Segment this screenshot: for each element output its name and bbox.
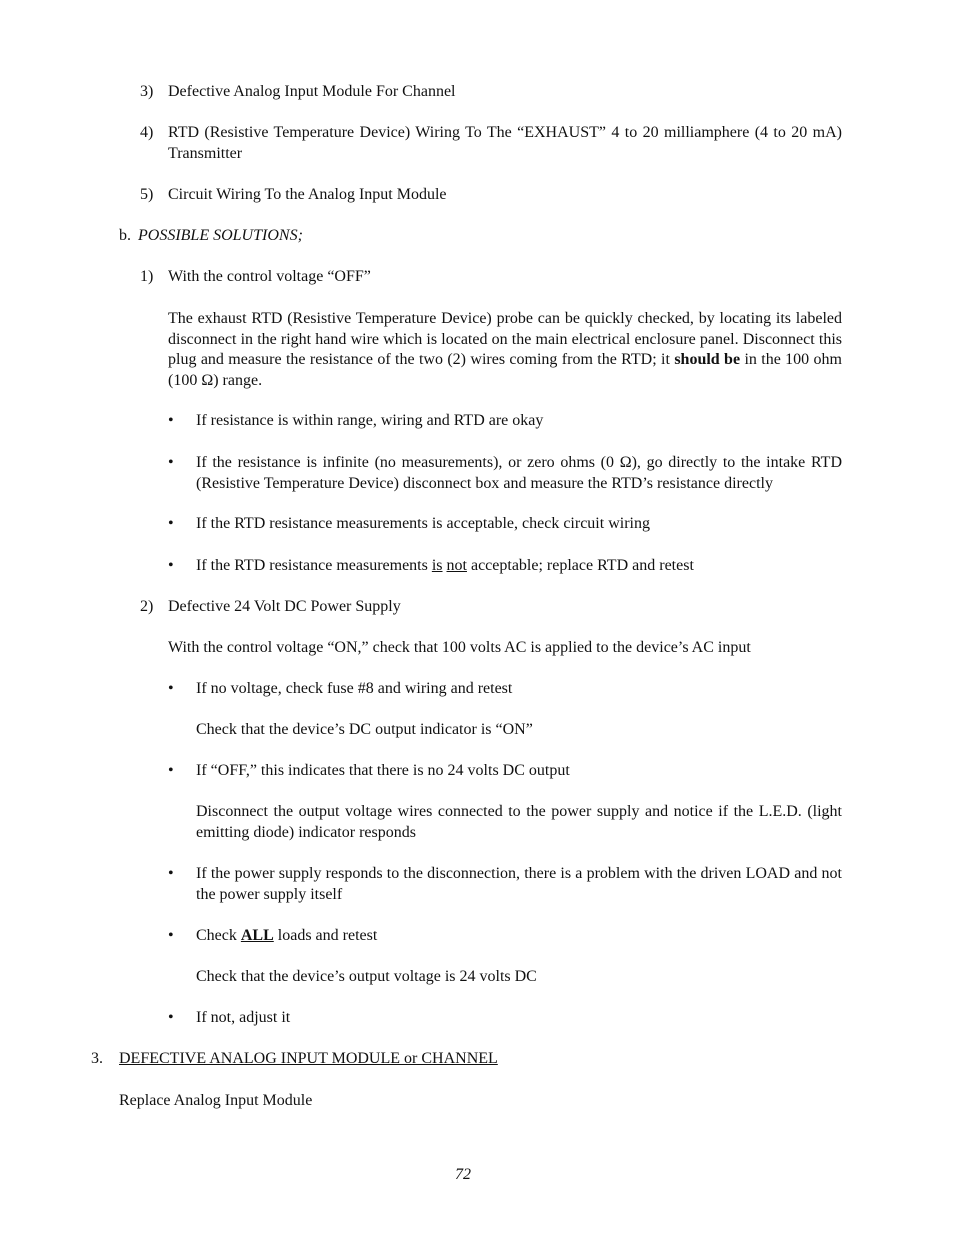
bullet-text: Check ALL loads and retest (196, 927, 378, 944)
bullet-text: If resistance is within range, wiring and RTD are okay (196, 412, 544, 429)
bullet-text: If the power supply responds to the disconnection, there is a problem with the driven LOAD and not the power supply itself (196, 865, 842, 903)
instruction-text: Check that the device’s DC output indicator is “ON” (196, 721, 533, 738)
section-3-text: Replace Analog Input Module (119, 1092, 313, 1109)
solution-1-paragraph: The exhaust RTD (Resistive Temperature Device) probe can be quickly checked, by locating its labeled disconnect in the right hand wire which is located on the main electrical enclosure panel. Disconnect this plug and measure the resistance of the two (2) wires coming from the RTD; it should be in the 100 ohm (100 Ω) range. (168, 310, 842, 389)
bullet-glyph: • (168, 865, 174, 882)
bullet-text: If no voltage, check fuse #8 and wiring and retest (196, 680, 513, 697)
list-text: Defective 24 Volt DC Power Supply (168, 598, 401, 615)
emphasis-bold: should be (674, 351, 741, 368)
bullet-glyph: • (168, 515, 174, 532)
section-3-heading (91, 1049, 498, 1070)
emphasis-all: ALL (240, 927, 274, 944)
bullet-glyph: • (168, 680, 174, 697)
solutions-label: b. (119, 227, 131, 244)
bullet-glyph: • (168, 557, 174, 574)
solutions-heading (119, 226, 303, 247)
list-text: RTD (Resistive Temperature Device) Wiring To The “EXHAUST” 4 to 20 milliamphere (4 to 20 mA) Transmitter (168, 124, 842, 162)
list-number: 2) (140, 598, 154, 615)
list-text: With the control voltage “OFF” (168, 268, 371, 285)
list-number: 5) (140, 186, 154, 203)
list-number: 3) (140, 83, 154, 100)
section-number: 3. (91, 1050, 103, 1067)
bullet-glyph: • (168, 412, 174, 429)
bullet-glyph: • (168, 927, 174, 944)
bullet-glyph: • (168, 1009, 174, 1026)
list-text: Defective Analog Input Module For Channel (168, 83, 456, 100)
list-number: 4) (140, 124, 154, 141)
list-text: Circuit Wiring To the Analog Input Module (168, 186, 447, 203)
bullet-text: If the resistance is infinite (no measurements), or zero ohms (0 Ω), go directly to the intake RTD (Resistive Temperature Device) disconnect box and measure the RTD’s resistance directly (196, 454, 842, 492)
bullet-glyph: • (168, 762, 174, 779)
bullet-text: If not, adjust it (196, 1009, 291, 1026)
bullet-glyph: • (168, 454, 174, 471)
instruction-text: Check that the device’s output voltage is 24 volts DC (196, 968, 537, 985)
section-title: DEFECTIVE ANALOG INPUT MODULE or CHANNEL (119, 1050, 498, 1067)
solutions-title: POSSIBLE SOLUTIONS; (138, 227, 303, 244)
bullet-text: If the RTD resistance measurements is not acceptable; replace RTD and retest (196, 557, 694, 574)
list-number: 1) (140, 268, 154, 285)
instruction-text: Disconnect the output voltage wires connected to the power supply and notice if the L.E.D. (light emitting diode) indicator responds (196, 803, 842, 841)
bullet-text: If the RTD resistance measurements is acceptable, check circuit wiring (196, 515, 650, 532)
solution-2-paragraph: With the control voltage “ON,” check that 100 volts AC is applied to the device’s AC input (168, 639, 751, 656)
bullet-text: If “OFF,” this indicates that there is no 24 volts DC output (196, 762, 570, 779)
page-number: 72 (455, 1166, 471, 1183)
